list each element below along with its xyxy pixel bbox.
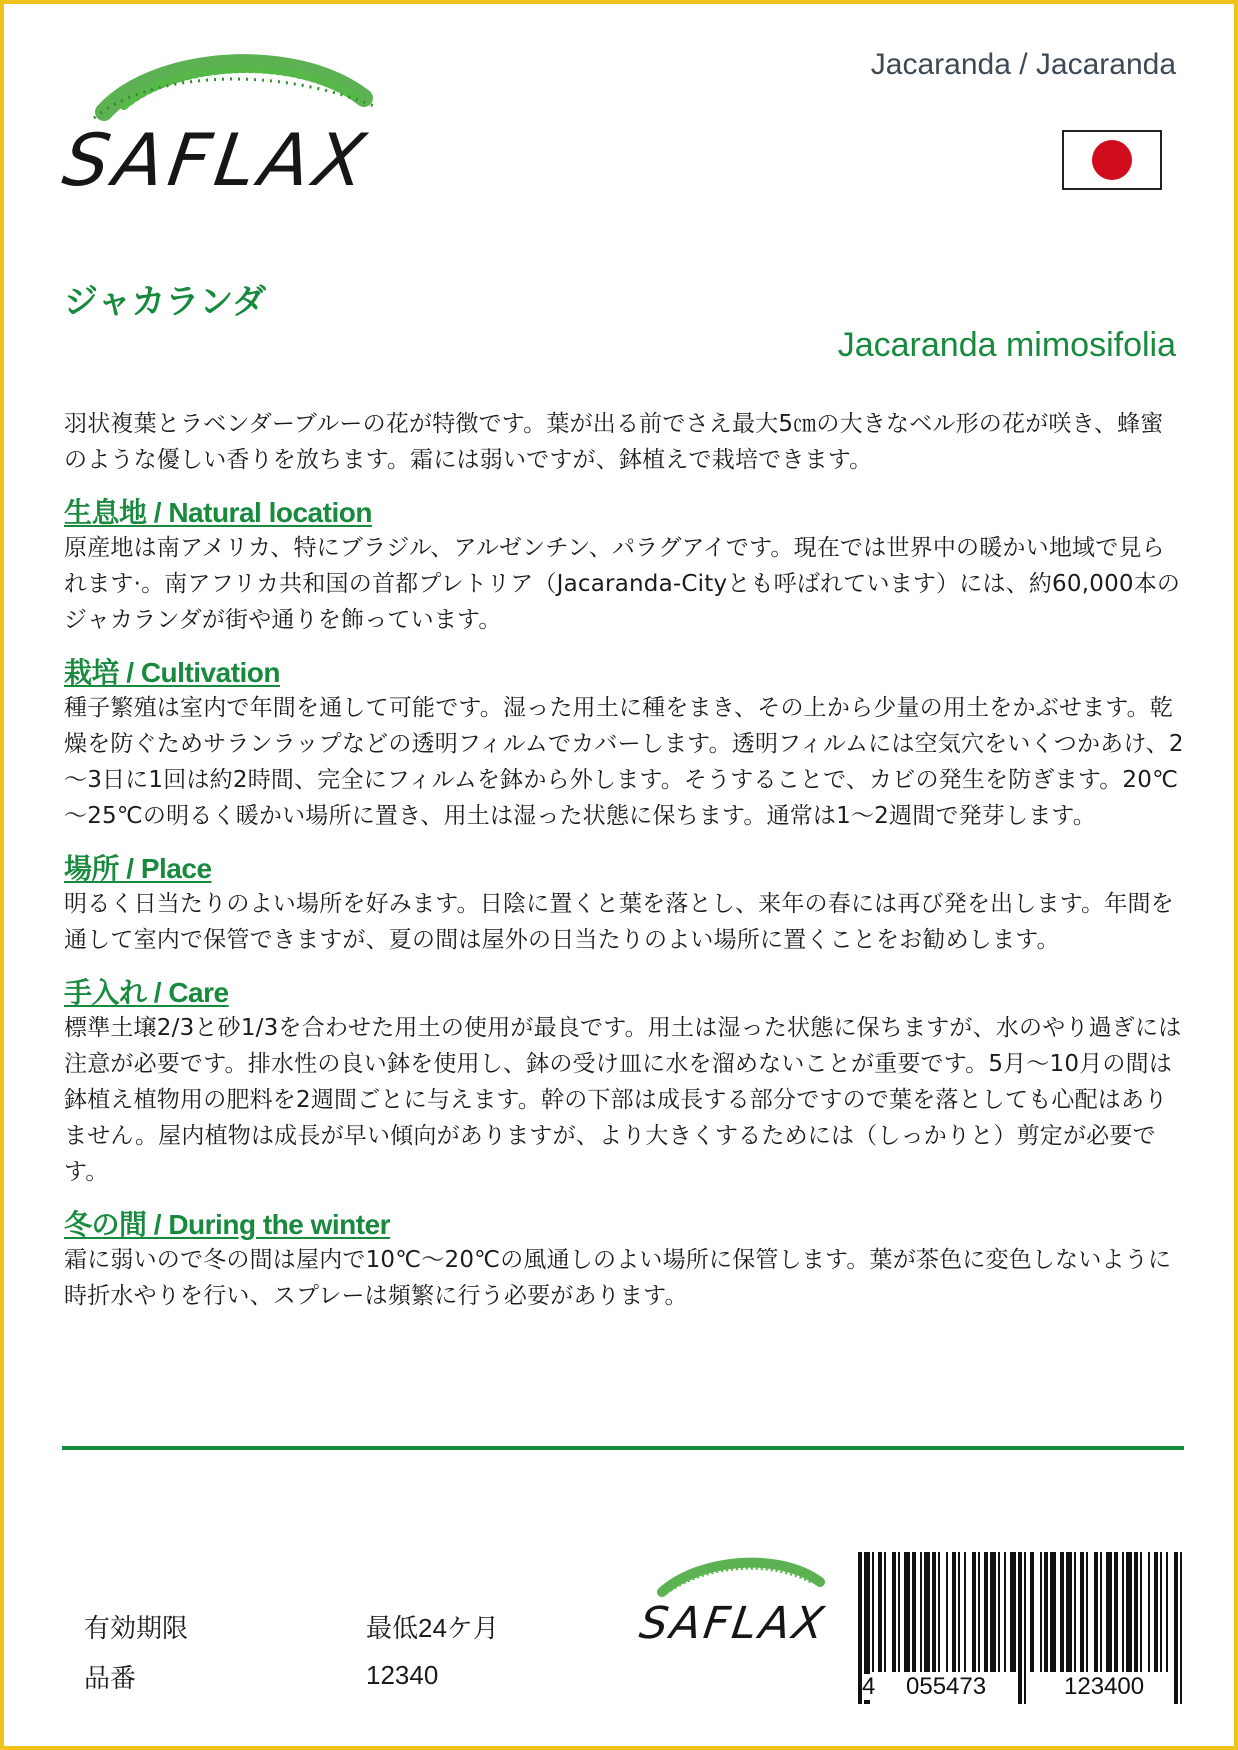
section-text: 種子繁殖は室内で年間を通して可能です。湿った用土に種をまき、その上から少量の用土をかぶせます。乾燥を防ぐためサランラップなどの透明フィルムでカバーします。透明フィルムには空気穴をいくつかあけ、2～3日に1回は約2時間、完全にフィルムを鉢から外します。そうすることで、カビの発生を防ぎます。20℃～25℃の明るく暖かい場所に置き、用土は湿った状態に保ちます。通常は1～2週間で発芽します。 <box>64 695 1184 829</box>
section-text: 標準土壌2/3と砂1/3を合わせた用土の使用が最良です。用土は湿った状態に保ちますが、水のやり過ぎには注意が必要です。排水性の良い鉢を使用し、鉢の受け皿に水を溜めないことが重要です。5月～10月の間は鉢植え植物用の肥料を2週間ごとに与えます。幹の下部は成長する部分ですので葉を落としても心配はありません。屋内植物は成長が早い傾向がありますが、より大きくするためには（しっかりと）剪定が必要です。 <box>64 1015 1182 1185</box>
barcode-bar <box>1174 1552 1178 1704</box>
logo-wordmark: SAFLAX <box>58 118 375 202</box>
item-number-label: 品番 <box>84 1664 137 1694</box>
flag-red-disc <box>1092 140 1132 180</box>
barcode-bar <box>1080 1552 1084 1672</box>
barcode-bar <box>938 1552 940 1672</box>
barcode-bar <box>898 1552 900 1672</box>
barcode-bar <box>1044 1552 1048 1672</box>
section-title: 生息地 / Natural location <box>64 497 372 528</box>
barcode-bar <box>1166 1552 1168 1672</box>
barcode-right-digits: 123400 <box>1064 1673 1145 1700</box>
section-title: 場所 / Place <box>64 853 212 884</box>
barcode-bar <box>1094 1552 1098 1672</box>
section-winter <box>64 1208 1184 1314</box>
barcode-bar <box>998 1552 1000 1672</box>
barcode-bar <box>884 1552 886 1672</box>
description-body <box>64 406 1184 1314</box>
section-care <box>64 976 1184 1190</box>
barcode-bar <box>952 1552 956 1672</box>
barcode-bar <box>1010 1552 1016 1672</box>
section-cultivation <box>64 656 1184 834</box>
barcode-bar <box>1180 1552 1182 1704</box>
section-natural-location <box>64 496 1184 638</box>
item-number-value: 12340 <box>366 1660 439 1690</box>
saflax-logo-small <box>636 1552 840 1652</box>
barcode-bar <box>892 1552 896 1672</box>
section-text: 原産地は南アメリカ、特にブラジル、アルゼンチン、パラグアイです。現在では世界中の暖かい地域で見られます·。南アフリカ共和国の首都プレトリア（Jacaranda-Cityとも呼ばれています）には、約60,000本のジャカランダが街や通りを飾っています。 <box>64 535 1181 633</box>
section-text: 霜に弱いので冬の間は屋内で10℃～20℃の風通しのよい場所に保管します。葉が茶色に変色しないように時折水やりを行い、スプレーは頻繁に行う必要があります。 <box>64 1247 1172 1309</box>
section-title: 栽培 / Cultivation <box>64 657 281 688</box>
barcode-bar <box>1060 1552 1064 1672</box>
section-title: 手入れ / Care <box>64 977 229 1008</box>
barcode-first-digit: 4 <box>862 1673 876 1700</box>
expiry-label: 有効期限 <box>84 1614 189 1644</box>
barcode-bar <box>912 1552 916 1672</box>
barcode-bar <box>1126 1552 1132 1672</box>
expiry-value: 最低24ケ月 <box>366 1613 499 1643</box>
section-text: 明るく日当たりのよい場所を好みます。日陰に置くと葉を落とし、来年の春には再び発を出します。年間を通して室内で保管できますが、夏の間は屋外の日当たりのよい場所に置くことをお勧めします。 <box>64 891 1174 953</box>
barcode-bar <box>1074 1552 1076 1672</box>
plant-name-latin: Jacaranda mimosifolia <box>837 326 1176 364</box>
brush-stroke-icon <box>64 46 404 126</box>
barcode-bar <box>1154 1552 1158 1672</box>
barcode-bar <box>1040 1552 1042 1672</box>
barcode-bar <box>1140 1552 1142 1672</box>
barcode-bar <box>990 1552 996 1672</box>
barcode-bar <box>972 1552 976 1672</box>
barcode-bar <box>1122 1552 1124 1672</box>
barcode-bar <box>964 1552 966 1672</box>
brush-stroke-icon <box>640 1552 840 1602</box>
barcode-bar <box>1160 1552 1162 1672</box>
barcode-bar <box>920 1552 922 1672</box>
section-title: 冬の間 / During the winter <box>64 1209 391 1240</box>
barcode-bar <box>1114 1552 1118 1672</box>
barcode-bar <box>1106 1552 1112 1672</box>
barcode-bar <box>984 1552 988 1672</box>
barcode-bar <box>1100 1552 1102 1672</box>
barcode-bar <box>1004 1552 1006 1672</box>
barcode-left-digits: 055473 <box>906 1673 987 1700</box>
barcode-bar <box>1148 1552 1150 1672</box>
barcode-bar <box>872 1552 874 1672</box>
barcode-bar <box>1024 1552 1026 1704</box>
barcode-bar <box>1134 1552 1138 1672</box>
section-place <box>64 852 1184 958</box>
barcode-bar <box>1066 1552 1072 1672</box>
barcode-bar <box>946 1552 948 1672</box>
barcode-bar <box>932 1552 936 1672</box>
barcode-bar <box>978 1552 980 1672</box>
barcode-bar <box>1086 1552 1088 1672</box>
barcode-bar <box>924 1552 930 1672</box>
footer-divider <box>62 1446 1184 1450</box>
barcode-bar <box>904 1552 910 1672</box>
plant-name-japanese: ジャカランダ <box>64 282 266 322</box>
barcode-bar <box>1050 1552 1056 1672</box>
saflax-logo <box>58 46 404 216</box>
logo-wordmark: SAFLAX <box>636 1598 830 1649</box>
barcode-bar <box>958 1552 960 1672</box>
barcode-bar <box>878 1552 882 1672</box>
product-title: Jacaranda / Jacaranda <box>870 48 1176 81</box>
japan-flag-icon <box>1062 130 1162 190</box>
barcode-bar <box>1018 1552 1022 1704</box>
intro-text: 羽状複葉とラベンダーブルーの花が特徴です。葉が出る前でさえ最大5㎝の大きなベル形の花が咲き、蜂蜜のような優しい香りを放ちます。霜には弱いですが、鉢植えで栽培できます。 <box>64 411 1164 473</box>
barcode-bar <box>1030 1552 1034 1672</box>
